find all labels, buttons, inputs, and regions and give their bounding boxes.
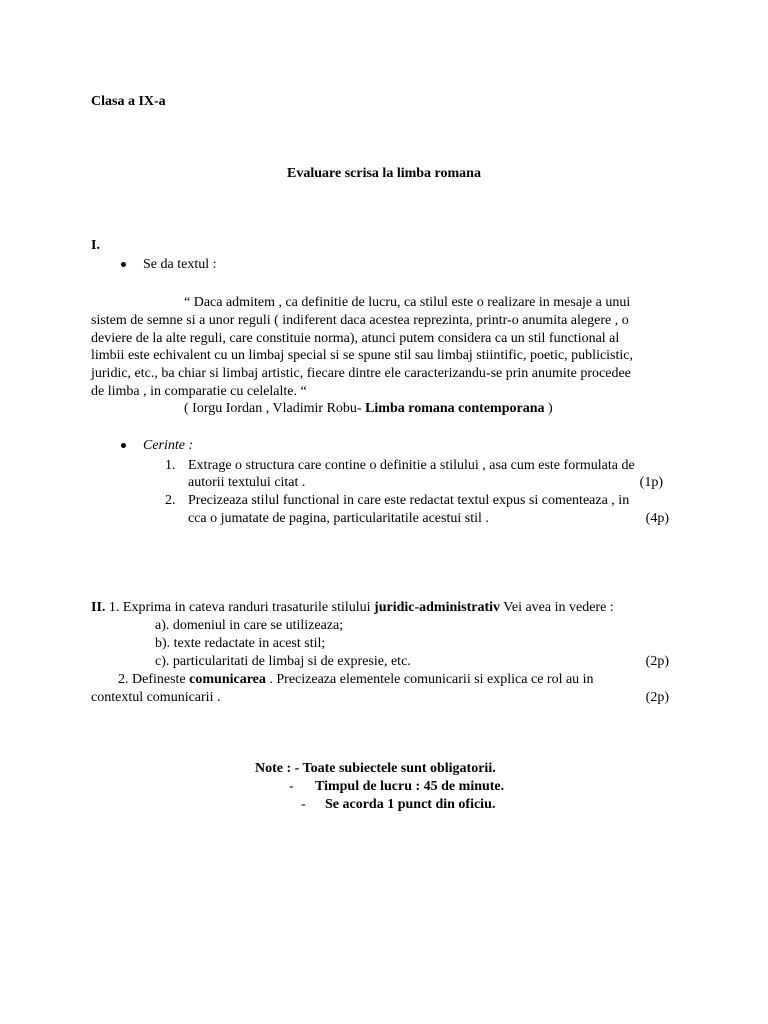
q2-term: comunicarea — [189, 672, 266, 687]
quote-line: limbii este echivalent cu un limbaj special si se spune stil sau limbaj stiintific, poetic, publicistic, — [91, 348, 634, 363]
section-2-question-2 — [118, 671, 594, 689]
bullet-icon — [121, 443, 126, 448]
notes-dash: - — [301, 797, 306, 812]
requirement-text: Precizeaza stilul functional in care este redactat textul expus si comenteaza , in — [188, 493, 630, 508]
requirement-points: (4p) — [645, 511, 669, 526]
q1-text: 1. Exprima in cateva randuri trasaturile stilului — [105, 600, 375, 615]
q1-style-name: juridic-administrativ — [374, 600, 501, 615]
source-close: ) — [544, 401, 553, 416]
page-title: Evaluare scrisa la limba romana — [287, 166, 481, 181]
section-2-numeral: II. — [91, 600, 106, 615]
q1-points: (2p) — [645, 654, 669, 669]
q1-item: a). domeniul in care se utilizeaza; — [155, 618, 344, 633]
section-2-question-1 — [91, 599, 614, 617]
notes-line-2: Timpul de lucru : 45 de minute. — [315, 779, 505, 794]
intro-bullet-text: Se da textul : — [143, 257, 217, 272]
q1-text-end: Vei avea in vedere : — [500, 600, 614, 615]
q2-text: 2. Defineste — [118, 672, 190, 687]
notes-line-3: Se acorda 1 punct din oficiu. — [325, 797, 496, 812]
q1-item: c). particularitati de limbaj si de expresie, etc. — [155, 654, 411, 669]
requirements-label: Cerinte : — [143, 438, 194, 453]
source-authors: ( Iorgu Iordan , Vladimir Robu- — [184, 401, 366, 416]
requirement-number: 2. — [165, 493, 176, 508]
quote-line: deviere de la alte reguli, care constituie norma), atunci putem considera ca un stil functional al — [91, 331, 620, 346]
q2-points: (2p) — [645, 690, 669, 705]
quote-line: de limba , in comparatie cu celelalte. “ — [91, 384, 307, 399]
quote-line: “ Daca admitem , ca definitie de lucru, ca stilul este o realizare in mesaje a unui — [184, 295, 631, 310]
class-label: Clasa a IX-a — [91, 94, 166, 109]
requirement-text: autorii textului citat . — [188, 475, 306, 490]
requirement-number: 1. — [165, 458, 176, 473]
quote-source — [184, 400, 553, 418]
notes-line-1: Note : - Toate subiectele sunt obligatorii. — [255, 761, 496, 776]
requirement-text: Extrage o structura care contine o definitie a stilului , asa cum este formulata de — [188, 458, 635, 473]
quote-line: juridic, etc., ba chiar si limbaj artistic, fiecare dintre ele caracterizandu-se prin anumite procedee — [91, 366, 631, 381]
notes-dash: - — [289, 779, 294, 794]
q2-text-line2: contextul comunicarii . — [91, 690, 221, 705]
quote-line: sistem de semne si a unor reguli ( indiferent daca acestea reprezinta, printr-o anumita alegere , o — [91, 313, 629, 328]
requirement-text: cca o jumatate de pagina, particularitatile acestui stil . — [188, 511, 489, 526]
bullet-icon — [121, 262, 126, 267]
requirement-points: (1p) — [639, 475, 663, 490]
q2-text-end: . Precizeaza elementele comunicarii si explica ce rol au in — [265, 672, 594, 687]
source-title: Limba romana contemporana — [365, 401, 545, 416]
section-1-numeral: I. — [91, 238, 100, 253]
q1-item: b). texte redactate in acest stil; — [155, 636, 326, 651]
